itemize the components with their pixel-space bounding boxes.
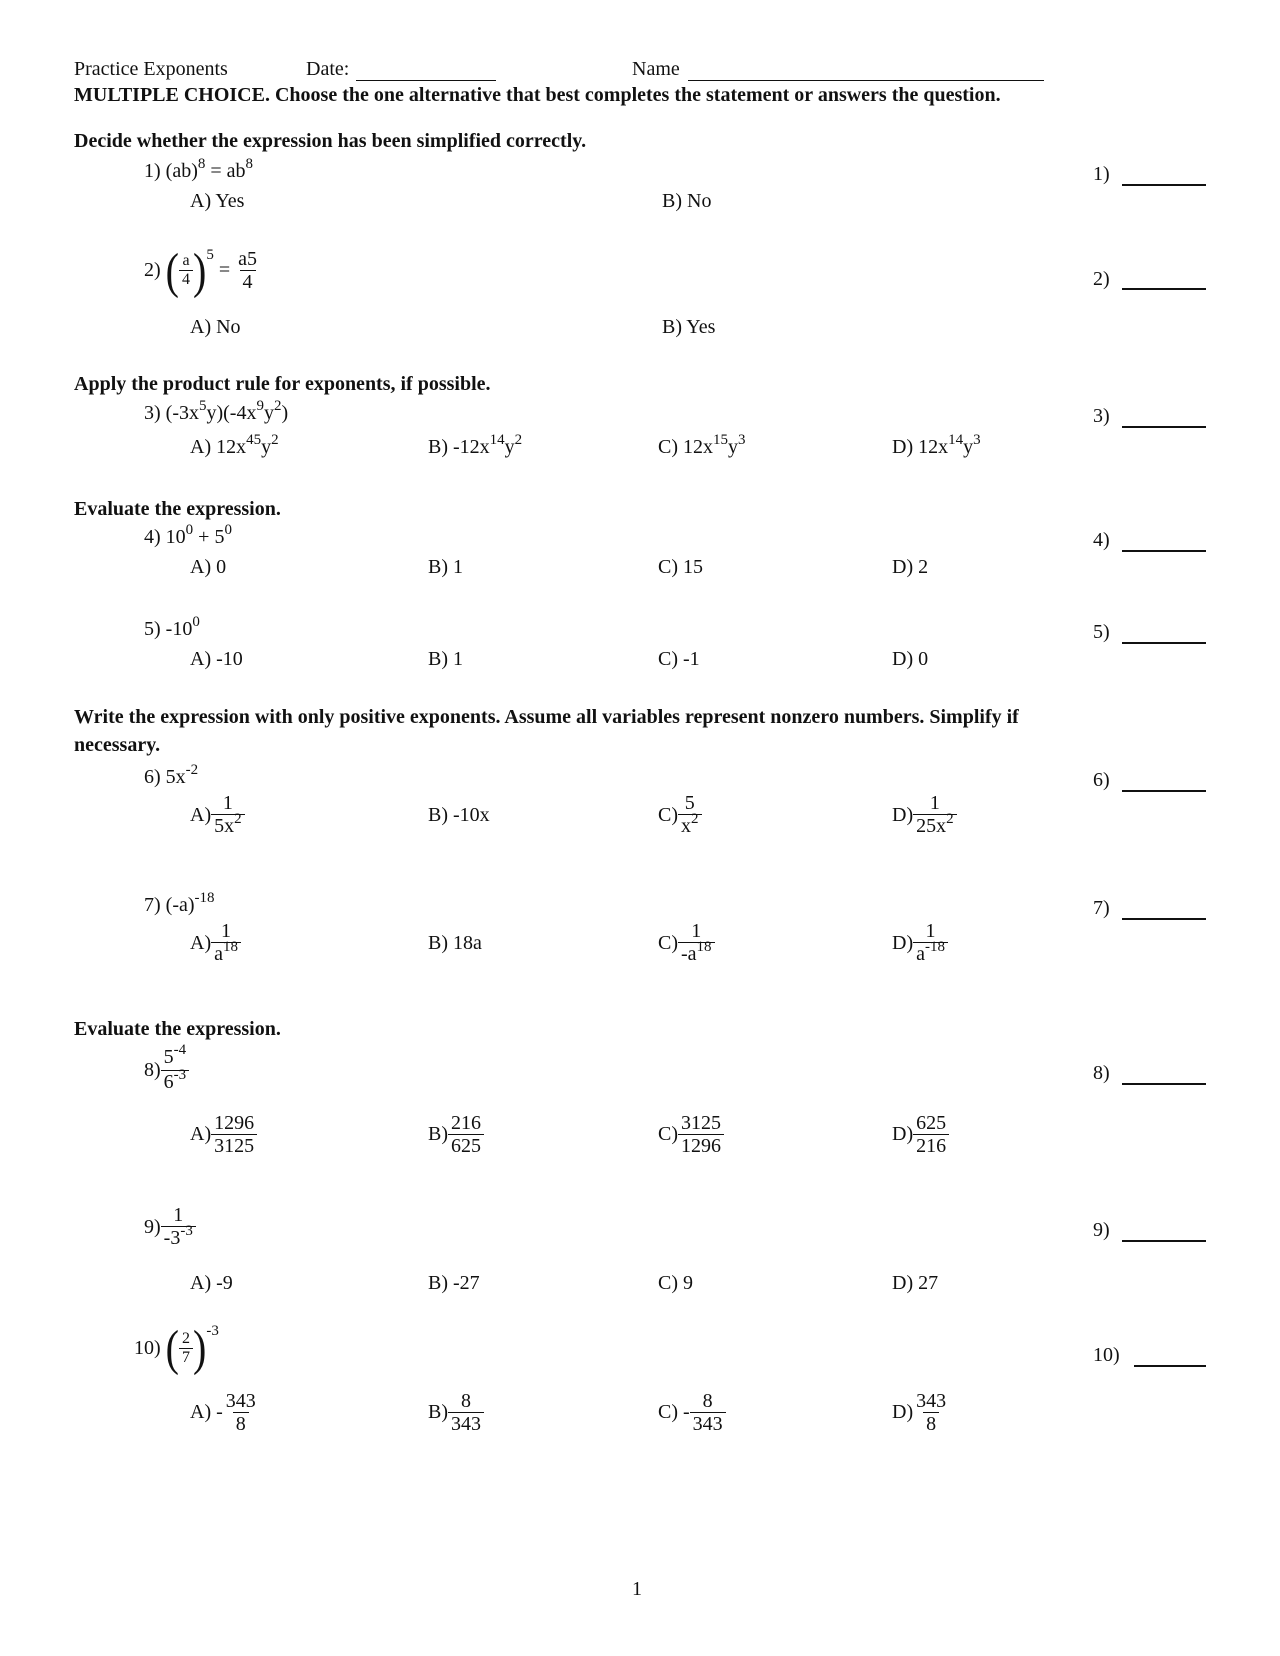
opt-num: 5 [684,792,695,814]
opt-den: 625 [448,1134,484,1157]
opt-den-exp: 18 [223,939,238,955]
q9-den-exp: -3 [180,1223,193,1239]
date-label: Date: [306,58,350,80]
opt-den: 343 [448,1412,484,1435]
right-paren: ) [193,1319,207,1376]
q4-option-d[interactable]: D) 2 [892,556,929,578]
q10-exp: -3 [206,1322,219,1339]
q4-stem-part: 4) 10 [144,526,186,548]
q3-exp: 2 [273,398,282,414]
question-2 [144,241,260,298]
opt-text: y [963,436,974,458]
q10-option-c[interactable] [658,1390,726,1435]
opt-label: C) [658,932,678,954]
left-paren: ( [165,1319,179,1376]
answer-blank-8[interactable] [1122,1083,1206,1085]
answer-blank-7[interactable] [1122,918,1206,920]
q9-number: 9) [144,1216,161,1238]
opt-label: A) [190,932,212,954]
opt-label: D) [892,932,914,954]
q1-option-a[interactable]: A) Yes [190,190,245,212]
opt-num: 1 [222,792,233,814]
q1-exp1: 8 [197,156,206,172]
q2-equals: = [218,259,231,281]
answer-label-9: 9) [1093,1219,1110,1241]
section-heading: Evaluate the expression. [74,498,281,520]
opt-label: B) [428,1123,448,1145]
q7-option-d[interactable] [892,920,948,967]
q6-option-d[interactable] [892,792,957,839]
q10-frac-den: 7 [179,1348,193,1367]
q8-option-a[interactable] [190,1112,257,1157]
q3-stem-part: y [263,402,274,424]
opt-num: 3125 [681,1112,721,1134]
opt-num: 1 [929,792,940,814]
question-3 [144,398,289,425]
opt-num: 1 [691,920,702,942]
opt-text: y [261,436,272,458]
opt-den: 1296 [678,1134,724,1157]
opt-exp: 2 [271,432,279,448]
section-heading: Write the expression with only positive exponents. Assume all variables represent nonzero numbers. Simplify if [74,706,1019,728]
opt-label: A) [190,1123,212,1145]
opt-label: A) [190,804,212,826]
opt-text: y [504,436,515,458]
answer-label-7: 7) [1093,897,1110,919]
q5-option-a[interactable]: A) -10 [190,648,243,670]
opt-num: 216 [451,1112,481,1134]
opt-exp: 15 [713,432,728,448]
question-9 [144,1204,196,1251]
q4-option-b[interactable]: B) 1 [428,556,463,578]
answer-label-4: 4) [1093,529,1110,551]
opt-label: C) [658,1123,678,1145]
q4-exp: 0 [224,522,232,538]
worksheet-title: Practice Exponents [74,58,228,80]
q2-exp: 5 [206,247,214,264]
opt-num: 8 [461,1390,471,1412]
q9-option-b[interactable]: B) -27 [428,1272,480,1294]
q3-exp: 9 [256,398,264,414]
q6-exp: -2 [185,762,199,778]
q4-stem-part: + 5 [193,526,225,548]
opt-exp: 45 [246,432,262,448]
q9-option-d[interactable]: D) 27 [892,1272,939,1294]
q4-exp: 0 [185,522,194,538]
opt-den: 25x [916,815,947,837]
opt-den: 343 [690,1412,726,1435]
q10-frac-num: 2 [182,1329,190,1347]
opt-num: 625 [916,1112,947,1134]
q2-frac-num: a [182,252,190,269]
q5-stem-part: 5) -10 [144,618,193,640]
q7-option-c[interactable] [658,920,715,967]
q9-option-c[interactable]: C) 9 [658,1272,693,1294]
opt-den: 8 [923,1412,939,1435]
q8-option-d[interactable] [892,1112,949,1157]
opt-label: D) [892,804,914,826]
q2-paren-expr [165,241,207,298]
q10-number: 10) [134,1336,161,1359]
question-7 [144,890,215,917]
opt-den: 5x [214,815,235,837]
opt-label: D) [892,1401,914,1423]
q1-option-b[interactable]: B) No [662,190,712,212]
page-number: 1 [632,1578,642,1600]
q1-rest: = ab [205,160,246,182]
opt-num: 343 [916,1390,947,1412]
answer-label-5: 5) [1093,621,1110,643]
q2-option-b[interactable]: B) Yes [662,316,716,338]
q8-num-base: 5 [163,1046,174,1068]
answer-blank-10[interactable] [1134,1365,1206,1367]
answer-label-2: 2) [1093,268,1110,290]
opt-num: 8 [702,1390,713,1412]
q3-exp: 5 [198,398,207,414]
opt-den: a [214,943,223,965]
answer-label-10: 10) [1093,1344,1120,1366]
q3-option-a[interactable] [190,432,279,459]
q2-rhs-num: a5 [238,248,257,270]
q6-option-b[interactable]: B) -10x [428,804,490,826]
q8-num-exp: -4 [173,1042,187,1058]
question-1 [144,156,254,183]
opt-text: D) 12x [892,436,949,458]
q6-option-c[interactable] [658,792,702,839]
answer-blank-6[interactable] [1122,790,1206,792]
opt-den: a [916,943,925,965]
opt-label: C) - [658,1401,690,1423]
answer-blank-1[interactable] [1122,184,1206,186]
instructions: MULTIPLE CHOICE. Choose the one alternative that best completes the statement or answers the question. [74,84,1001,106]
name-line[interactable] [688,80,1044,81]
opt-den-exp: 2 [691,811,699,827]
q2-number: 2) [144,259,161,281]
opt-exp: 14 [489,432,505,448]
q10-paren-expr [165,1319,207,1376]
section-heading: Apply the product rule for exponents, if possible. [74,373,491,395]
opt-den-exp: 18 [696,939,712,955]
q10-option-a[interactable] [190,1390,259,1435]
opt-num: 343 [225,1390,256,1412]
q6-option-a[interactable] [190,792,245,839]
opt-den-exp: 2 [946,811,954,827]
answer-blank-9[interactable] [1122,1240,1206,1242]
answer-blank-2[interactable] [1122,288,1206,290]
q4-option-c[interactable]: C) 15 [658,556,703,578]
opt-den: 3125 [211,1134,257,1157]
q5-option-b[interactable]: B) 1 [428,648,463,670]
q4-option-a[interactable]: A) 0 [190,556,227,578]
opt-text: y [728,436,738,458]
q7-option-a[interactable] [190,920,241,967]
section-heading: Decide whether the expression has been simplified correctly. [74,130,587,152]
q6-stem-part: 6) 5x [144,766,186,788]
q10-option-b[interactable] [428,1390,484,1435]
section-heading: Evaluate the expression. [74,1018,281,1040]
opt-label: C) [658,804,678,826]
opt-den-exp: 2 [234,811,242,827]
q7-exp: -18 [194,890,215,906]
q2-rhs-den: 4 [240,270,256,293]
right-paren: ) [193,241,207,298]
opt-exp: 3 [738,432,746,448]
answer-label-1: 1) [1093,163,1110,185]
question-10 [134,1319,219,1376]
opt-label: A) - [190,1401,223,1423]
q3-option-c[interactable] [658,432,746,459]
question-4 [144,522,232,549]
q8-number: 8) [144,1059,161,1081]
opt-num: 1 [925,920,936,942]
answer-label-6: 6) [1093,769,1110,791]
q7-stem-part: 7) (-a) [144,894,195,916]
opt-exp: 2 [514,432,523,448]
question-6 [144,762,199,789]
left-paren: ( [165,241,179,298]
q9-num: 1 [173,1204,184,1226]
q7-option-b[interactable]: B) 18a [428,932,482,954]
answer-blank-5[interactable] [1122,642,1206,644]
q2-option-a[interactable]: A) No [190,316,241,338]
q2-frac-den: 4 [179,270,193,289]
opt-num: 1 [221,920,232,942]
q1-exp2: 8 [245,156,254,172]
opt-num: 1296 [214,1112,255,1134]
q5-option-d[interactable]: D) 0 [892,648,929,670]
opt-text: A) 12x [190,436,247,458]
opt-exp: 3 [973,432,981,448]
opt-label: B) [428,1401,448,1423]
question-8 [144,1042,189,1095]
section-heading-cont: necessary. [74,734,161,756]
answer-blank-3[interactable] [1122,426,1206,428]
date-line[interactable] [356,80,496,81]
name-label: Name [632,58,680,80]
answer-blank-4[interactable] [1122,550,1206,552]
opt-den-exp: -18 [925,939,945,955]
opt-den: 216 [913,1134,949,1157]
answer-label-3: 3) [1093,405,1110,427]
q3-option-d[interactable] [892,432,981,459]
q8-option-c[interactable] [658,1112,724,1157]
q9-option-a[interactable]: A) -9 [190,1272,233,1294]
q9-den-base: -3 [163,1227,181,1249]
opt-den: x [681,815,691,837]
opt-label: D) [892,1123,914,1145]
opt-den: 8 [233,1412,249,1435]
q8-option-b[interactable] [428,1112,484,1157]
question-5 [144,614,200,641]
opt-den: -a [681,943,697,965]
q10-option-d[interactable] [892,1390,949,1435]
q5-option-c[interactable]: C) -1 [658,648,700,670]
opt-text: C) 12x [658,436,713,458]
opt-exp: 14 [948,432,964,448]
q3-stem-part: 3) (-3x [144,402,199,424]
opt-text: B) -12x [428,436,490,458]
q3-stem-part: y)(-4x [206,402,257,424]
q8-den-exp: -3 [173,1067,187,1083]
q3-stem-part: ) [281,402,289,424]
q1-base: (ab) [165,160,198,182]
answer-label-8: 8) [1093,1062,1110,1084]
q5-exp: 0 [192,614,200,630]
q3-option-b[interactable] [428,432,523,459]
q1-number: 1) [144,160,166,182]
q8-den-base: 6 [163,1071,174,1093]
